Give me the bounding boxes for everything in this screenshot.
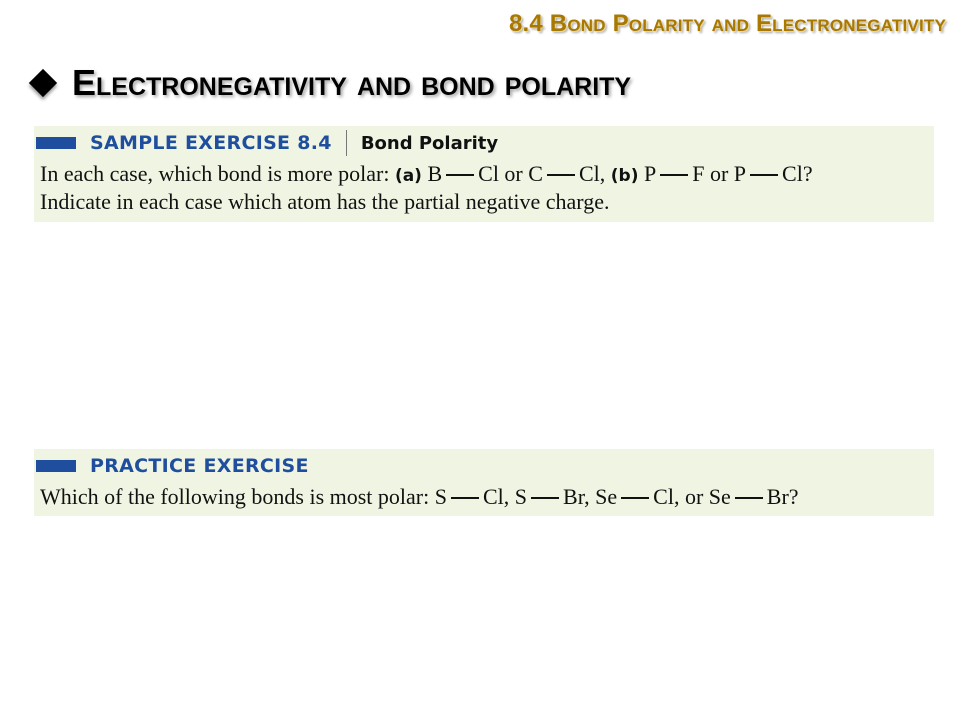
bond-line-icon — [750, 174, 778, 176]
bond-atom: P — [733, 161, 747, 186]
header-bar-icon — [36, 137, 76, 149]
bond-line-icon — [446, 174, 474, 176]
bond-atom: Se — [595, 484, 618, 509]
practice-exercise-label: PRACTICE EXERCISE — [90, 455, 309, 477]
bond-line-icon — [660, 174, 688, 176]
bond-atom: Cl, — [482, 484, 510, 509]
part-a-label: (a) — [394, 166, 422, 186]
diamond-bullet-icon — [28, 68, 58, 98]
practice-exercise-body — [34, 481, 934, 516]
bond-atom: Cl or — [478, 161, 523, 186]
bond-line-icon — [547, 174, 575, 176]
sample-exercise-body — [34, 158, 934, 221]
bond-line-icon — [531, 497, 559, 499]
bond-atom: Cl, or — [653, 484, 704, 509]
sample-exercise-line1 — [40, 161, 928, 189]
bond-atom: Br? — [766, 484, 799, 509]
question-intro: Which of the following bonds is most polar: — [40, 484, 430, 509]
header-bar-icon — [36, 460, 76, 472]
bond-atom: P — [643, 161, 657, 186]
bond-line-icon — [621, 497, 649, 499]
bond-atom: Se — [708, 484, 731, 509]
header-divider — [346, 130, 347, 156]
question-intro: In each case, which bond is more polar: — [40, 161, 390, 186]
bond-atom: C — [528, 161, 543, 186]
sample-exercise-line2: Indicate in each case which atom has the partial negative charge. — [40, 189, 610, 214]
bond-line-icon — [735, 497, 763, 499]
bond-atom: Cl, — [578, 161, 606, 186]
bond-atom: B — [427, 161, 443, 186]
bond-atom: S — [434, 484, 447, 509]
practice-exercise-box — [34, 449, 934, 516]
bond-atom: S — [514, 484, 528, 509]
part-b-label: (b) — [610, 166, 639, 186]
slide-heading-text: Electronegativity and bond polarity — [72, 62, 632, 103]
section-title: 8.4 Bond Polarity and Electronegativity — [508, 10, 946, 37]
sample-exercise-header — [34, 126, 934, 158]
sample-exercise-label: SAMPLE EXERCISE 8.4 — [90, 132, 332, 154]
bond-atom: Br, — [563, 484, 590, 509]
sample-exercise-subtitle: Bond Polarity — [360, 132, 499, 154]
bond-atom: F or — [692, 161, 729, 186]
bond-atom: Cl? — [782, 161, 813, 186]
practice-exercise-header — [34, 449, 934, 481]
bond-line-icon — [451, 497, 479, 499]
sample-exercise-box — [34, 126, 934, 222]
slide-heading — [28, 62, 631, 104]
